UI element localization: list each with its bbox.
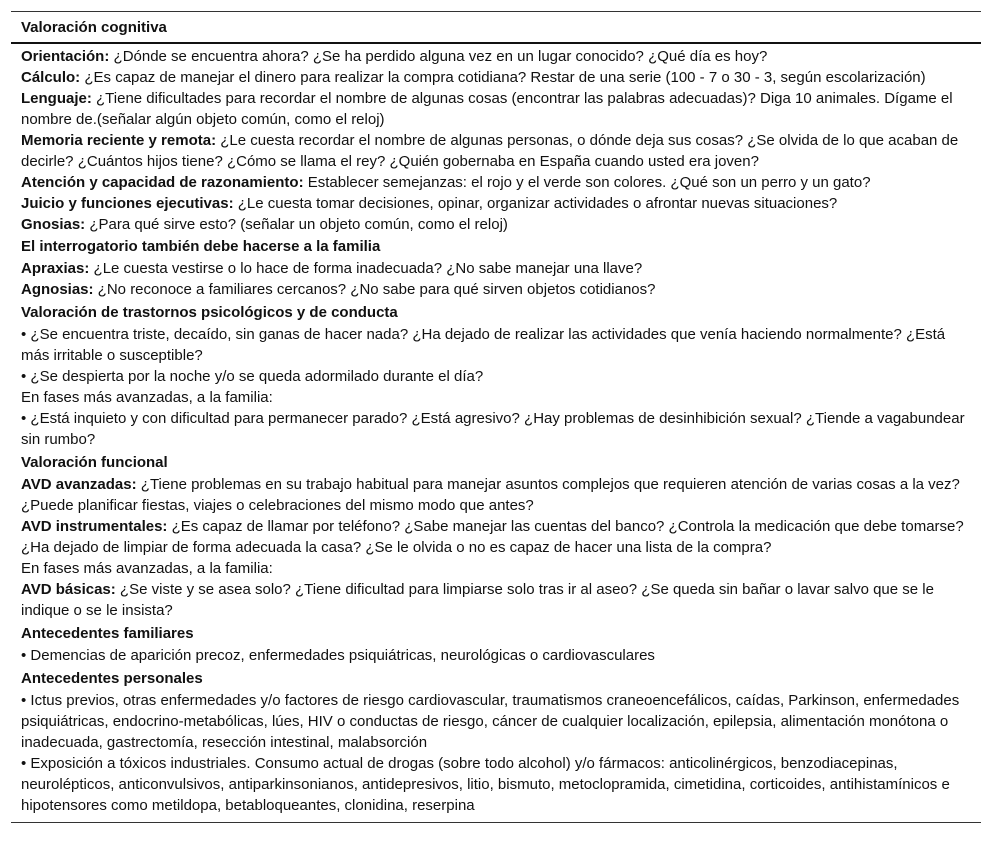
personales-item: • Ictus previos, otras enfermedades y/o factores de riesgo cardiovascular, traumatismos craneoencefálicos, caídas, Parkinson, enfermedades psiquiátricas, endocrino-metabólicas, lúes, HIV o conductas de riesgo, cáncer de cualquier localización, epilepsia, alimentación monótona o inadecuada, gastrectomía, resección intestinal, malabsorción [21,692,960,751]
row-label: Orientación: [21,48,110,65]
row-label: AVD avanzadas: [21,476,137,493]
row-text: ¿Le cuesta vestirse o lo hace de forma inadecuada? ¿No sabe manejar una llave? [89,260,643,277]
row-memoria [21,130,971,172]
row-text: ¿Para qué sirve esto? (señalar un objeto común, como el reloj) [85,216,508,233]
row-text: ¿Dónde se encuentra ahora? ¿Se ha perdido alguna vez en un lugar conocido? ¿Qué día es hoy? [109,48,768,65]
table-header-title: Valoración cognitiva [21,18,167,36]
trastornos-note: En fases más avanzadas, a la familia: [21,389,273,406]
row-apraxias [21,258,971,279]
row-atencion [21,172,971,193]
row-label: Atención y capacidad de razonamiento: [21,174,304,191]
row-text: ¿No reconoce a familiares cercanos? ¿No sabe para qué sirven objetos cotidianos? [93,281,656,298]
row-agnosias [21,279,971,300]
row-orientacion [21,46,971,67]
familiares-item: • Demencias de aparición precoz, enfermedades psiquiátricas, neurológicas o cardiovasculares [21,647,655,664]
row-text: ¿Tiene problemas en su trabajo habitual para manejar asuntos complejos que requieren atención de varias cosas a la vez? ¿Puede planificar fiestas, viajes o celebraciones del mismo modo que antes? [21,476,960,514]
row-calculo [21,67,971,88]
row-text: ¿Le cuesta tomar decisiones, opinar, organizar actividades o afrontar nuevas situaciones? [233,195,838,212]
row-label: Lenguaje: [21,90,92,107]
table-body [11,44,981,816]
funcional-note: En fases más avanzadas, a la familia: [21,560,273,577]
row-text: ¿Se viste y se asea solo? ¿Tiene dificultad para limpiarse solo tras ir al aseo? ¿Se queda sin bañar o lavar salvo que se le indique o se le insista? [21,581,934,619]
row-gnosias [21,214,971,235]
trastornos-item: • ¿Se encuentra triste, decaído, sin ganas de hacer nada? ¿Ha dejado de realizar las actividades que venía haciendo normalmente? ¿Está más irritable o susceptible? [21,326,946,364]
section-heading-personales: Antecedentes personales [21,670,203,687]
row-avd-instrumentales [21,516,971,558]
row-avd-basicas [21,579,971,621]
row-juicio [21,193,971,214]
trastornos-item: • ¿Está inquieto y con dificultad para permanecer parado? ¿Está agresivo? ¿Hay problemas de desinhibición sexual? ¿Tiende a vagabundear sin rumbo? [21,410,965,448]
row-text: ¿Es capaz de manejar el dinero para realizar la compra cotidiana? Restar de una serie (100 - 7 o 30 - 3, según escolarización) [80,69,926,86]
row-label: Agnosias: [21,281,94,298]
row-text: ¿Es capaz de llamar por teléfono? ¿Sabe manejar las cuentas del banco? ¿Controla la medicación que debe tomarse? ¿Ha dejado de limpiar de forma adecuada la casa? ¿Se le olvida o no es capaz de hacer una lista de la compra? [21,518,964,556]
row-text: Establecer semejanzas: el rojo y el verde son colores. ¿Qué son un perro y un gato? [303,174,871,191]
section-heading-trastornos: Valoración de trastornos psicológicos y de conducta [21,304,398,321]
row-label: Gnosias: [21,216,86,233]
row-label: Memoria reciente y remota: [21,132,217,149]
bottom-rule [11,822,981,823]
cognitive-assessment-table [11,11,981,823]
row-text: ¿Le cuesta recordar el nombre de algunas personas, o dónde deja sus cosas? ¿Se olvida de lo que acaban de decirle? ¿Cuántos hijos tiene? ¿Cómo se llama el rey? ¿Quién gobernaba en España cuando usted era joven? [21,132,959,170]
row-label: Juicio y funciones ejecutivas: [21,195,234,212]
section-heading-funcional: Valoración funcional [21,454,168,471]
row-label: Cálculo: [21,69,81,86]
row-label: Apraxias: [21,260,90,277]
table-header [11,12,981,42]
row-text: ¿Tiene dificultades para recordar el nombre de algunas cosas (encontrar las palabras adecuadas)? Diga 10 animales. Dígame el nombre de.(señalar algún objeto común, como el reloj) [21,90,953,128]
trastornos-item: • ¿Se despierta por la noche y/o se queda adormilado durante el día? [21,368,484,385]
row-label: AVD básicas: [21,581,116,598]
row-avd-avanzadas [21,474,971,516]
personales-item: • Exposición a tóxicos industriales. Consumo actual de drogas (sobre todo alcohol) y/o fármacos: anticolinérgicos, benzodiacepinas, neurolépticos, anticonvulsivos, antiparkinsonianos, antidepresivos, litio, bismuto, metoclopramida, cimetidina, corticoides, antihistamínicos e hipotensores como metildopa, betabloqueantes, clonidina, reserpina [21,755,950,814]
row-label: AVD instrumentales: [21,518,168,535]
section-heading-familiares: Antecedentes familiares [21,625,194,642]
row-lenguaje [21,88,971,130]
section-heading-familia: El interrogatorio también debe hacerse a la familia [21,238,381,255]
